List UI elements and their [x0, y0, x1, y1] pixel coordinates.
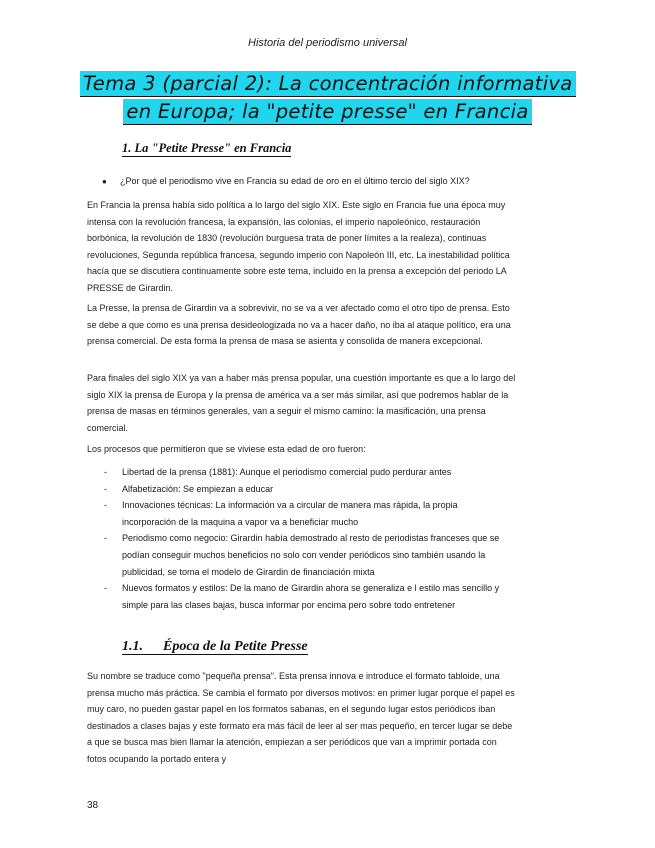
section-heading-1-1 [122, 639, 308, 655]
list-item: - Alfabetización: Se empiezan a educar [104, 483, 274, 494]
list-item: - Periodismo como negocio: Girardin había demostrado al resto de periodistas franceses que se podían conseguir muchos beneficios no solo con vender periódicos sino también usando la publicidad, se toma el modelo de Girardin de financiación mixta [104, 533, 500, 577]
paragraph [87, 441, 517, 458]
paragraph [87, 197, 517, 297]
chapter-title-line-2: en Europa; la "petite presse" en Francia [123, 99, 531, 125]
question-text: ¿Por qué el periodismo vive en Francia su edad de oro en el último tercio del siglo XIX? [120, 176, 470, 186]
list-item-text: Libertad de la prensa (1881): Aunque el periodismo comercial pudo perdurar antes [122, 467, 452, 477]
section-heading-1: 1. La "Petite Presse" en Francia [122, 141, 292, 155]
paragraph-text: Su nombre se traduce como "pequeña prensa". Esta prensa innova e introduce el formato tabloide, una prensa mucho más práctica. Se cambia el formato por diversos motivos: en primer lugar porque el papel es muy caro, no pueden gastar papel en los formatos sabanas, en el segundo lugar estos periódicos iban destinados a clases bajas y este formato era más fácil de leer al ser mas pequeño, en tercer lugar se debe a que se busca mas bien llamar la atención, empiezan a ser periódicos que van a imprimir portada con fotos ocupando la portado entera y [87, 671, 515, 764]
bullet-question [102, 173, 522, 190]
paragraph-text: Para finales del siglo XIX ya van a haber más prensa popular, una cuestión importante es que a lo largo del siglo XIX la prensa de Europa y la prensa de américa va a ser más similar, así que podremos hablar de la prensa de masas en términos generales, van a seguir el mismo camino: la masificación, una prensa comercial. [87, 373, 516, 433]
section-title: Época de la Petite Presse [163, 639, 308, 654]
paragraph-text: Los procesos que permitieron que se viviese esta edad de oro fueron: [87, 444, 366, 454]
paragraph [87, 668, 517, 768]
list-item: - Innovaciones técnicas: La información va a circular de manera mas rápida, la propia incorporación de la maquina a vapor va a beneficiar mucho [104, 500, 458, 527]
paragraph-text: La Presse, la prensa de Girardin va a sobrevivir, no se va a ver afectado como el otro tipo de prensa. Esto se debe a que como es una prensa desideologizada no va a hacer daño, no iba al ataque político, era una prensa comercial. De esta forma la prensa de masa se asienta y consolida de manera excepcional. [87, 303, 511, 347]
process-list [104, 464, 514, 613]
bullet-dot-icon: ● [102, 177, 107, 186]
list-item-text: Innovaciones técnicas: La información va a circular de manera mas rápida, la propia incorporación de la maquina a vapor va a beneficiar mucho [122, 500, 458, 527]
section-number: 1.1. [122, 639, 143, 654]
list-item: - Libertad de la prensa (1881): Aunque el periodismo comercial pudo perdurar antes [104, 467, 452, 477]
paragraph [87, 370, 517, 436]
paragraph [87, 300, 517, 350]
running-header: Historia del periodismo universal [248, 37, 407, 49]
list-item-text: Nuevos formatos y estilos: De la mano de Girardin ahora se generaliza e l estilo mas sencillo y simple para las clases bajas, busca informar por encima pero sobre todo entretener [122, 583, 500, 610]
page-number: 38 [87, 800, 99, 811]
list-item-text: Periodismo como negocio: Girardin había demostrado al resto de periodistas franceses que se podían conseguir muchos beneficios no solo con vender periódicos sino también usando la publicidad, se toma el modelo de Girardin de financiación mixta [122, 533, 500, 577]
chapter-title [80, 70, 575, 126]
paragraph-text: En Francia la prensa había sido política a lo largo del siglo XIX. Este siglo en Francia fue una época muy intensa con la revolución francesa, la expansión, las colonias, el imperio napoleónico, restauración borbónica, la revolución de 1830 (revolución burguesa trata de poner límites a la realeza), continuas revoluciones, Segunda república francesa, segundo imperio con Napoleón III, etc. La inestabilidad política hacía que se discutiera continuamente sobre este tema, incluido en la prensa a excepción del periodo LA PRESSE de Girardin. [87, 200, 510, 293]
chapter-title-line-1: Tema 3 (parcial 2): La concentración informativa [80, 71, 576, 97]
list-item-text: Alfabetización: Se empiezan a educar [122, 483, 274, 494]
list-item: - Nuevos formatos y estilos: De la mano de Girardin ahora se generaliza e l estilo mas sencillo y simple para las clases bajas, busca informar por encima pero sobre todo entretener [104, 583, 500, 610]
